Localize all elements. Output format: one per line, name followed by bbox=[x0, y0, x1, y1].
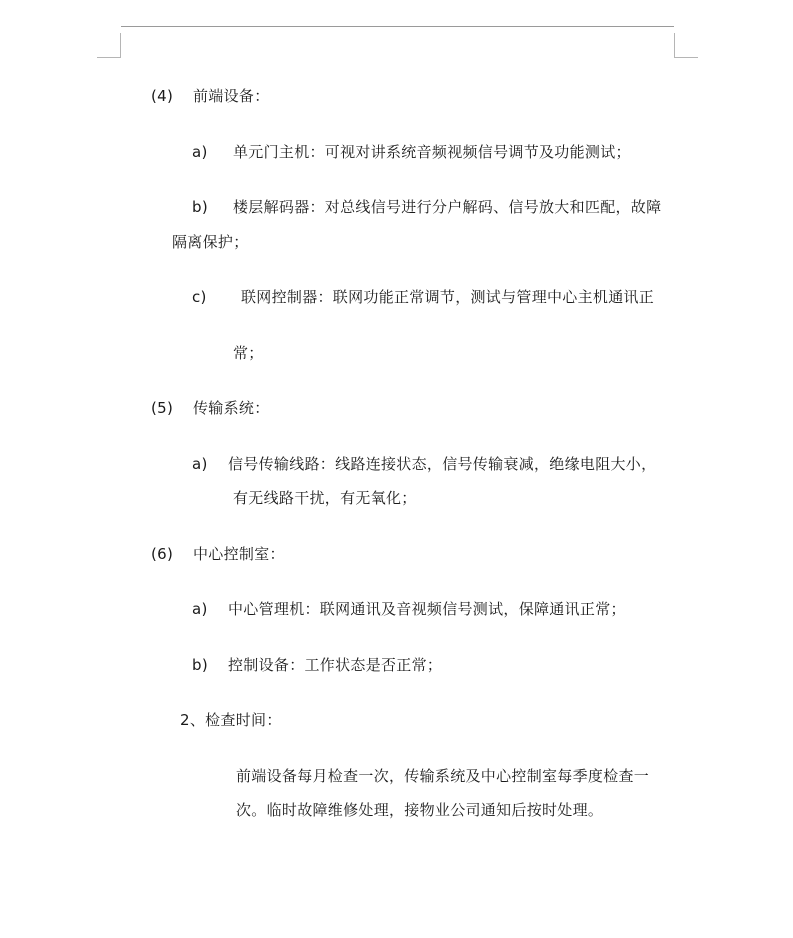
inspection-line-2: 次。临时故障维修处理，接物业公司通知后按时处理。 bbox=[236, 801, 604, 819]
crop-mark-left-vertical bbox=[120, 33, 121, 57]
inspection-line-1: 前端设备每月检查一次，传输系统及中心控制室每季度检查一 bbox=[236, 767, 650, 785]
item-6a-label: a) bbox=[192, 600, 208, 618]
item-5a-continuation: 有无线路干扰，有无氧化； bbox=[233, 489, 417, 507]
item-4c-text: 联网控制器：联网功能正常调节，测试与管理中心主机通讯正 bbox=[241, 288, 655, 306]
section-5-title: 传输系统： bbox=[193, 399, 270, 417]
section-6-title: 中心控制室： bbox=[193, 545, 285, 563]
item-4c-continuation: 常； bbox=[233, 344, 264, 362]
section-6-number: (6) bbox=[151, 545, 174, 563]
item-4c-label: c) bbox=[192, 288, 207, 306]
crop-mark-right-vertical bbox=[674, 33, 675, 57]
section-4-title: 前端设备： bbox=[193, 87, 270, 105]
section-5-number: (5) bbox=[151, 399, 174, 417]
item-6b-label: b) bbox=[192, 656, 208, 674]
item-4b-continuation: 隔离保护； bbox=[172, 233, 249, 251]
item-4b-text: 楼层解码器：对总线信号进行分户解码、信号放大和匹配，故障 bbox=[233, 198, 662, 216]
section-4-number: (4) bbox=[151, 87, 174, 105]
item-4a-text: 单元门主机：可视对讲系统音频视频信号调节及功能测试； bbox=[233, 143, 631, 161]
item-6a-text: 中心管理机：联网通讯及音视频信号测试，保障通讯正常； bbox=[228, 600, 626, 618]
crop-mark-right-horizontal bbox=[674, 57, 698, 58]
item-4b-label: b) bbox=[192, 198, 208, 216]
header-rule bbox=[121, 26, 674, 27]
item-5a-label: a) bbox=[192, 455, 208, 473]
crop-mark-left-horizontal bbox=[97, 57, 121, 58]
inspection-title: 2、检查时间： bbox=[180, 711, 282, 729]
item-6b-text: 控制设备：工作状态是否正常； bbox=[228, 656, 443, 674]
item-5a-text: 信号传输线路：线路连接状态，信号传输衰减，绝缘电阻大小， bbox=[228, 455, 657, 473]
item-4a-label: a) bbox=[192, 143, 208, 161]
